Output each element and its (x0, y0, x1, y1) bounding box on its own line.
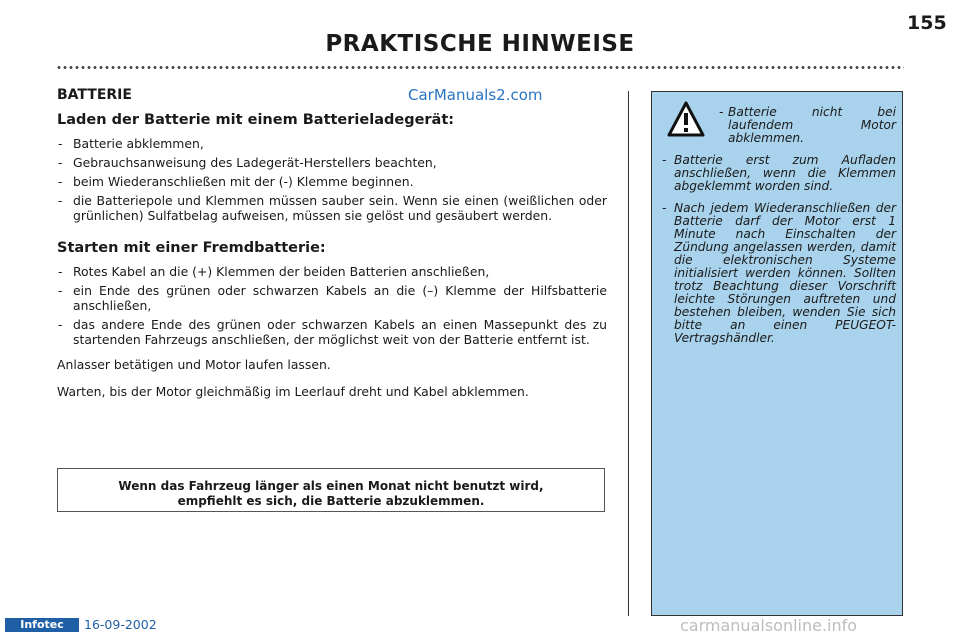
warning-list (662, 106, 896, 354)
start-instruction: Anlasser betätigen und Motor laufen lassen. (57, 357, 331, 372)
notice-line-2: empfiehlt es sich, die Batterie abzuklemmen. (177, 494, 485, 508)
jumpstart-heading: Starten mit einer Fremdbatterie: (57, 240, 326, 256)
column-divider (628, 91, 629, 616)
list-item: - das andere Ende des grünen oder schwarzen Kabels an einen Massepunkt des zu startenden Fahrzeugs anschließen, der möglichst weit von der Batterie entfernt ist. (57, 317, 607, 347)
list-item: - Rotes Kabel an die (+) Klemmen der beiden Batterien anschließen, (57, 264, 607, 279)
warning-item: - Batterie nicht bei laufendem Motor abklemmen. (662, 106, 896, 145)
footer-date: 16-09-2002 (84, 617, 157, 632)
charging-heading: Laden der Batterie mit einem Batterieladegerät: (57, 112, 455, 128)
warning-item: - Batterie erst zum Aufladen anschließen, wenn die Klemmen abgeklemmt worden sind. (662, 154, 896, 193)
page-title: PRAKTISCHE HINWEISE (325, 31, 635, 57)
disconnect-instruction: Warten, bis der Motor gleichmäßig im Leerlauf dreht und Kabel abklemmen. (57, 384, 529, 399)
list-item: - Gebrauchsanweisung des Ladegerät-Herstellers beachten, (57, 155, 607, 170)
page-number: 155 (907, 12, 947, 34)
charging-steps (57, 136, 607, 223)
infotec-logo: Infotec (5, 618, 79, 632)
jumpstart-steps (57, 264, 607, 347)
notice-box (57, 468, 605, 512)
list-item: - die Batteriepole und Klemmen müssen sauber sein. Wenn sie einen (weißlichen oder grünlichen) Sulfatbelag aufweisen, müssen sie gelöst und gesäubert werden. (57, 193, 607, 223)
list-item: - beim Wiederanschließen mit der (-) Klemme beginnen. (57, 174, 607, 189)
watermark-bottom: carmanualsonline.info (680, 616, 858, 635)
dotted-divider (56, 65, 904, 70)
list-item: - ein Ende des grünen oder schwarzen Kabels an die (–) Klemme der Hilfsbatterie anschließen, (57, 283, 607, 313)
warning-item: - Nach jedem Wiederanschließen der Batterie darf der Motor erst 1 Minute nach Einschalten der Zündung angelassen werden, damit die elektronischen Systeme initialisiert werden können. Sollten trotz Beachtung dieser Vorschrift leichte Störungen auftreten und bestehen bleiben, wenden Sie sich bitte an einen PEUGEOT-Vertragshändler. (662, 202, 896, 345)
battery-section (57, 88, 607, 399)
watermark-link[interactable]: CarManuals2.com (408, 86, 543, 104)
notice-line-1: Wenn das Fahrzeug länger als einen Monat nicht benutzt wird, (118, 479, 544, 493)
list-item: - Batterie abklemmen, (57, 136, 607, 151)
section-heading: BATTERIE (57, 87, 132, 103)
